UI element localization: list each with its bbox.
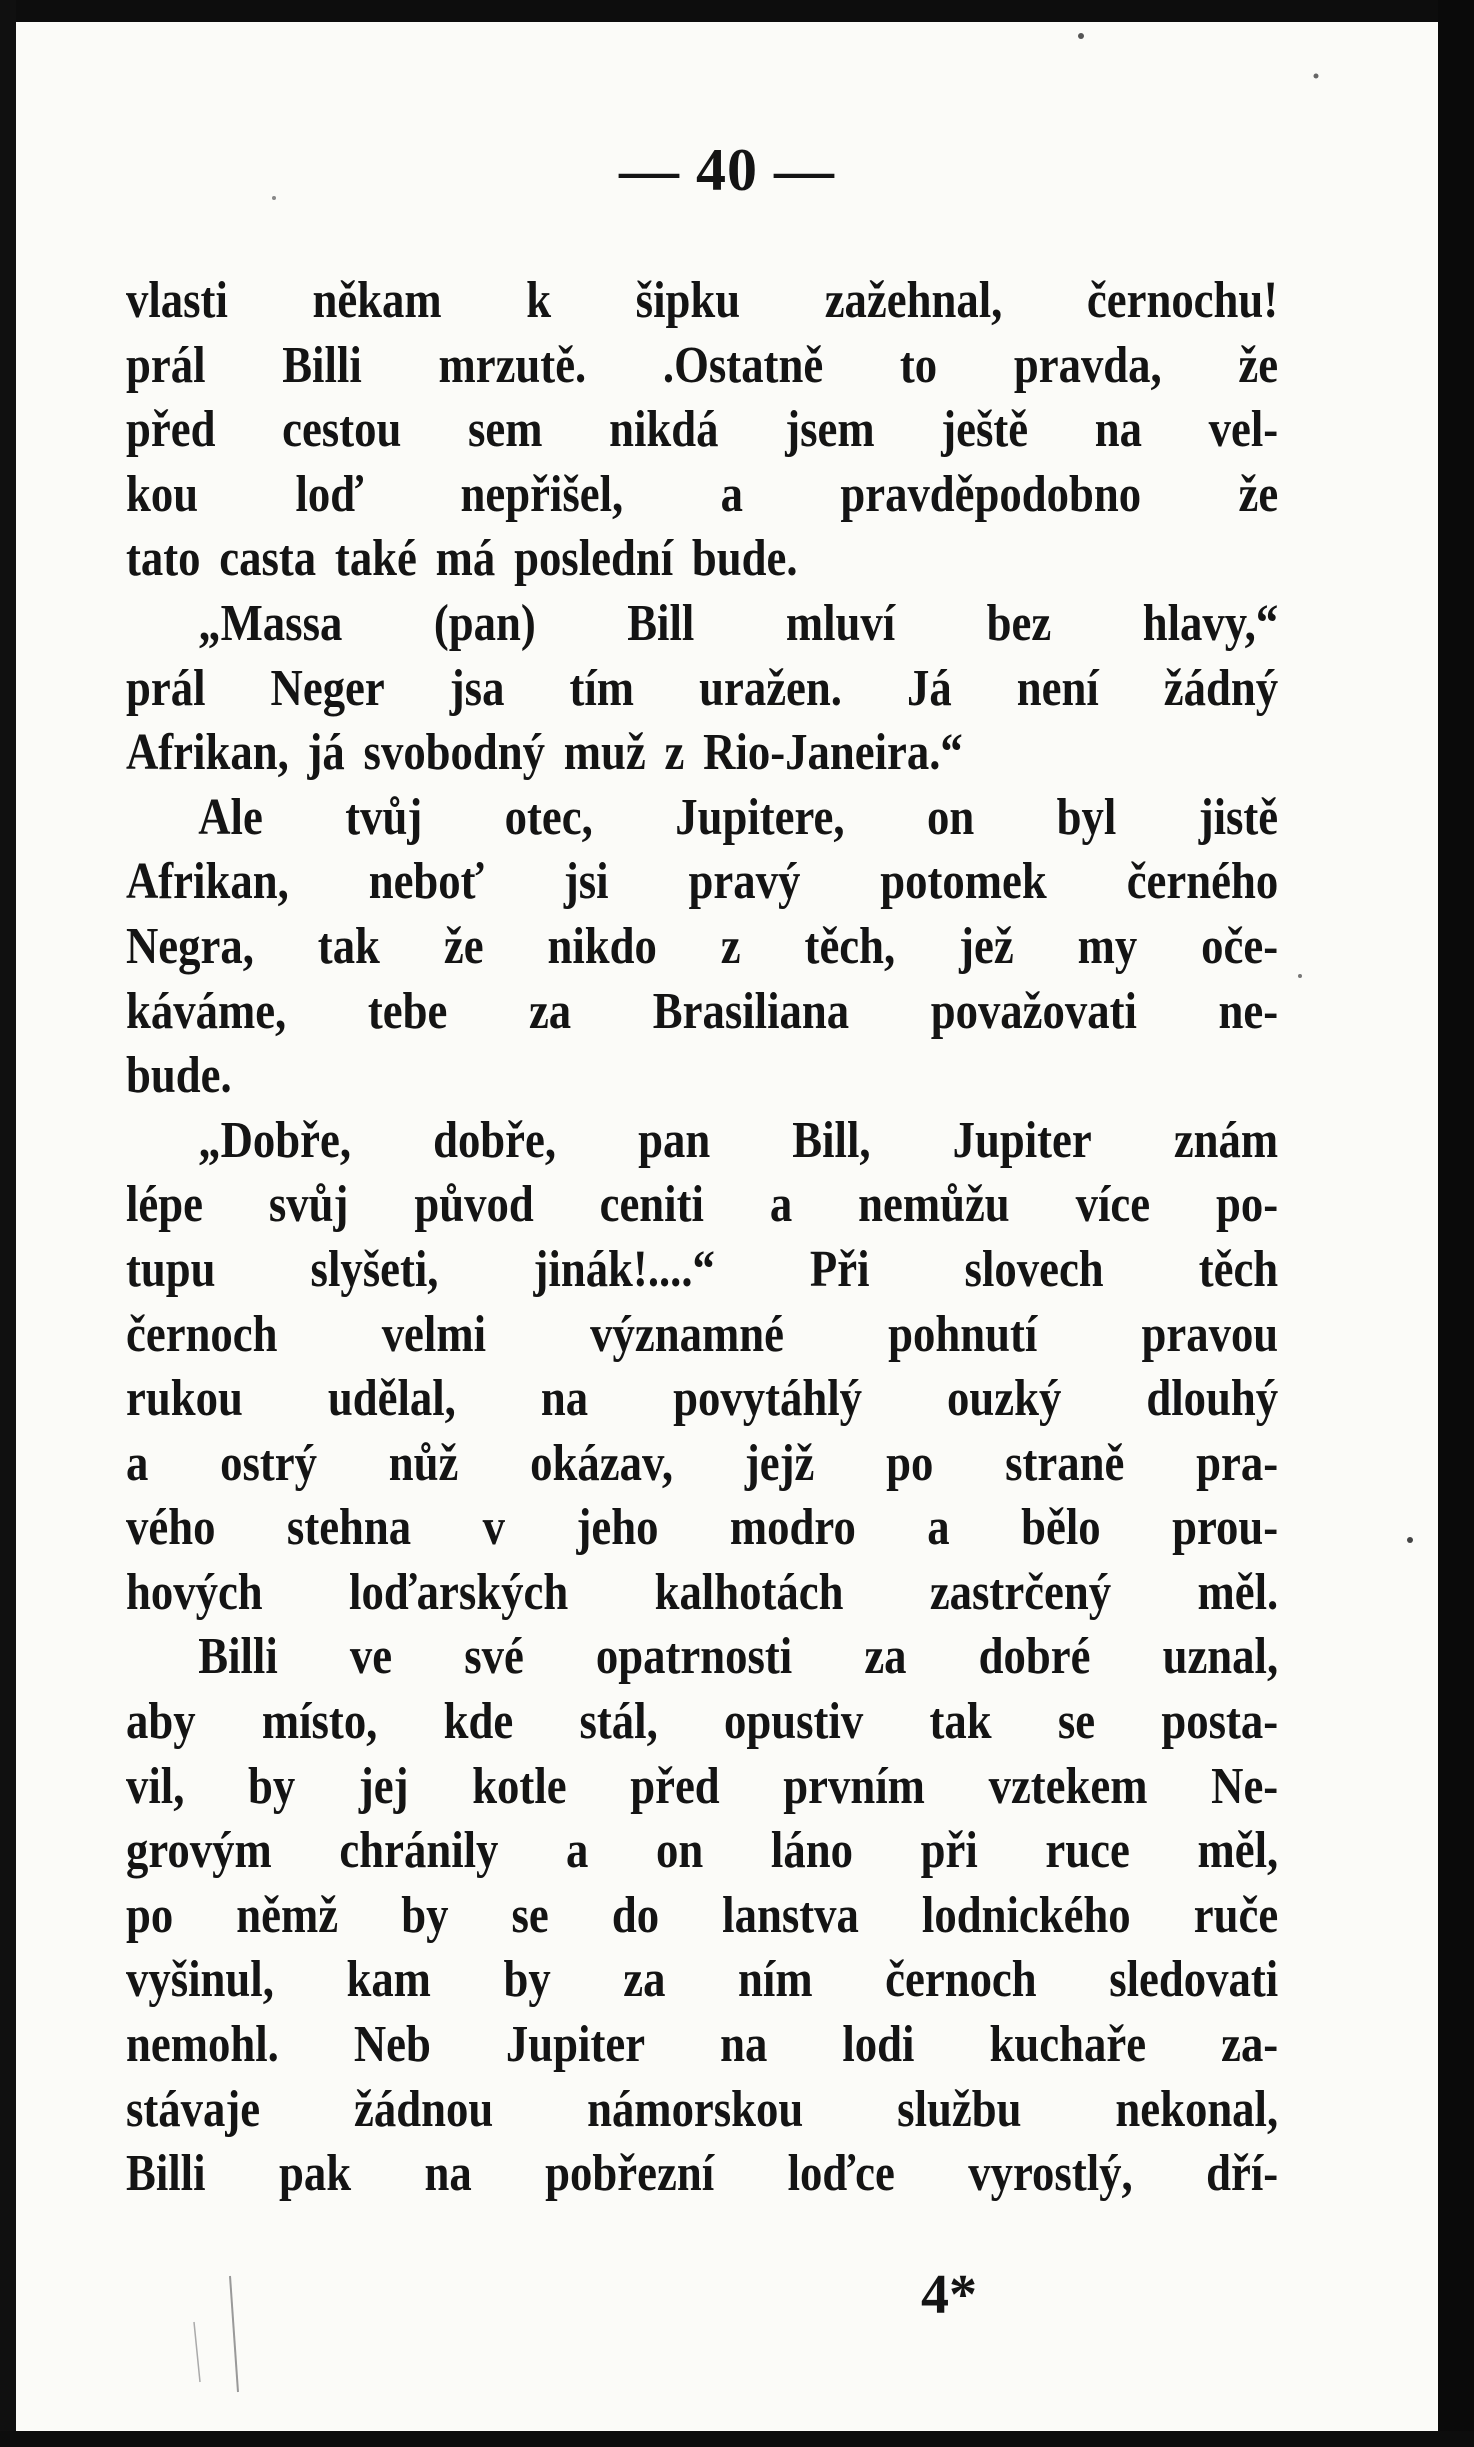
text-line: [126, 527, 1278, 592]
text-line: [126, 1625, 1278, 1690]
word: na: [424, 2145, 472, 2203]
text-line: [126, 1884, 1278, 1949]
word: kalhotách: [654, 1563, 844, 1621]
word: nemůžu: [858, 1176, 1010, 1234]
word: námorskou: [587, 2080, 804, 2138]
word: pak: [278, 2145, 352, 2203]
word: není: [1016, 659, 1099, 717]
word: já: [307, 724, 345, 782]
word: šipku: [635, 272, 741, 329]
word: měl,: [1197, 1822, 1279, 1880]
signature-mark: 4*: [921, 2264, 977, 2326]
word: jistě: [1198, 788, 1279, 846]
word: před: [126, 401, 216, 459]
word: významné: [590, 1305, 784, 1363]
word: „Dobře,: [198, 1111, 352, 1169]
paper-speck: [1078, 33, 1084, 39]
word: zažehnal,: [824, 272, 1003, 329]
word: Billi: [282, 336, 362, 394]
word: pobřezní: [545, 2145, 715, 2203]
word: místo,: [261, 1693, 378, 1751]
word: slovech: [964, 1240, 1104, 1298]
word: za: [528, 982, 572, 1040]
word: ve: [349, 1628, 393, 1686]
word: hlavy,“: [1142, 594, 1279, 652]
word: stávaje: [126, 2080, 261, 2138]
word: v: [482, 1499, 506, 1557]
word: pan: [638, 1111, 711, 1169]
text-line: [126, 1690, 1278, 1755]
word: žádný: [1163, 659, 1279, 717]
word: tak: [929, 1693, 992, 1751]
word: chránily: [339, 1822, 499, 1880]
word: vyrostlý,: [968, 2145, 1133, 2203]
word: grovým: [126, 1822, 272, 1880]
word: vlasti: [126, 272, 228, 329]
text-line: [126, 1819, 1278, 1884]
word: se: [511, 1886, 549, 1944]
word: stál,: [579, 1693, 658, 1751]
word: ceniti: [599, 1176, 704, 1234]
word: on: [656, 1822, 704, 1880]
text-line: [126, 1303, 1278, 1368]
word: ruce: [1045, 1822, 1130, 1880]
scan-border-top: [0, 0, 1474, 22]
word: aby: [126, 1693, 196, 1751]
word: bude.: [691, 530, 798, 588]
word: na: [1094, 401, 1143, 459]
word: Afrikan,: [126, 853, 289, 911]
word: prou-: [1172, 1499, 1279, 1557]
word: ještě: [941, 401, 1029, 459]
word: těch,: [804, 917, 896, 975]
word: jinák!....“: [533, 1240, 715, 1298]
text-line: [126, 334, 1278, 399]
word: a: [927, 1499, 950, 1557]
word: velmi: [381, 1305, 487, 1363]
word: „Massa: [198, 594, 343, 652]
word: někam: [312, 272, 442, 329]
word: stehna: [286, 1499, 412, 1557]
text-line: [126, 463, 1278, 528]
word: okázav,: [530, 1434, 674, 1492]
word: Jupitere,: [675, 788, 845, 846]
text-line: [126, 1238, 1278, 1303]
paper-speck: [1314, 74, 1319, 79]
word: Negra,: [126, 917, 254, 975]
word: prvním: [783, 1757, 925, 1815]
word: lépe: [126, 1176, 203, 1234]
word: Ne-: [1211, 1757, 1279, 1815]
word: Billi: [198, 1628, 278, 1686]
text-line: [126, 1496, 1278, 1561]
word: jsa: [449, 659, 505, 717]
word: má: [435, 530, 496, 588]
text-line: [126, 1044, 1278, 1109]
text-line: [126, 657, 1278, 722]
word: bez: [986, 594, 1052, 652]
word: z: [664, 724, 685, 782]
word: na: [540, 1370, 589, 1428]
word: potomek: [880, 853, 1047, 911]
word: Afrikan,: [126, 724, 289, 782]
word: pohnutí: [888, 1305, 1038, 1363]
word: oče-: [1201, 917, 1279, 975]
word: loď: [295, 465, 364, 523]
paper-scratch: [194, 2322, 200, 2382]
word: bělo: [1021, 1499, 1101, 1557]
word: Já: [906, 659, 952, 717]
word: Brasiliana: [652, 982, 850, 1040]
word: kam: [346, 1951, 431, 2009]
word: také: [334, 530, 417, 588]
word: tvůj: [345, 788, 423, 846]
word: a: [769, 1176, 793, 1234]
word: .Ostatně: [662, 336, 824, 394]
word: z: [720, 917, 741, 975]
word: tupu: [126, 1240, 216, 1298]
word: dlouhý: [1146, 1370, 1279, 1428]
word: více: [1075, 1176, 1151, 1234]
book-page: [16, 22, 1438, 2431]
word: to: [899, 336, 938, 394]
word: láno: [770, 1822, 853, 1880]
word: by: [503, 1951, 551, 2009]
text-line: [126, 398, 1278, 463]
word: by: [248, 1757, 296, 1815]
word: ne-: [1218, 982, 1279, 1040]
word: kotle: [472, 1757, 567, 1815]
word: černochu!: [1086, 272, 1279, 329]
word: straně: [1005, 1434, 1125, 1492]
word: do: [611, 1886, 660, 1944]
word: povytáhlý: [673, 1370, 863, 1428]
word: černoch: [126, 1305, 278, 1363]
word: němž: [236, 1886, 339, 1944]
word: mluví: [785, 594, 896, 652]
word: jež: [959, 917, 1014, 975]
word: poslední: [514, 530, 674, 588]
word: že: [1238, 336, 1279, 394]
word: kuchaře: [989, 2016, 1147, 2074]
text-line: [126, 2142, 1278, 2207]
word: tato: [126, 530, 201, 588]
word: pravděpodobno: [840, 465, 1142, 523]
word: před: [630, 1757, 720, 1815]
word: pra-: [1196, 1434, 1279, 1492]
word: prál: [126, 659, 206, 717]
word: pravda,: [1013, 336, 1162, 394]
word: a: [126, 1434, 149, 1492]
word: bude.: [126, 1047, 232, 1105]
word: původ: [414, 1176, 534, 1234]
word: byl: [1056, 788, 1117, 846]
paper-speck: [1298, 974, 1302, 978]
word: uznal,: [1162, 1628, 1279, 1686]
word: za-: [1221, 2016, 1279, 2074]
word: že: [1238, 465, 1279, 523]
word: pravý: [688, 853, 801, 911]
word: Jupiter: [505, 2016, 646, 2074]
word: Rio-Janeira.“: [703, 724, 963, 782]
word: káváme,: [126, 982, 287, 1040]
word: neboť: [368, 853, 484, 911]
word: rukou: [126, 1370, 243, 1428]
word: prál: [126, 336, 206, 394]
word: nepřišel,: [460, 465, 624, 523]
word: Billi: [126, 2145, 206, 2203]
word: my: [1077, 917, 1138, 975]
word: ruče: [1193, 1886, 1279, 1944]
word: službu: [897, 2080, 1022, 2138]
word: vel-: [1208, 401, 1279, 459]
word: mrzutě.: [438, 336, 587, 394]
text-line: [126, 786, 1278, 851]
word: casta: [219, 530, 317, 588]
word: znám: [1173, 1111, 1279, 1169]
word: ouzký: [947, 1370, 1062, 1428]
word: za: [623, 1951, 666, 2009]
word: Ale: [198, 788, 263, 846]
word: otec,: [504, 788, 593, 846]
word: udělal,: [327, 1370, 456, 1428]
text-line: [126, 980, 1278, 1045]
word: černoch: [885, 1951, 1037, 2009]
word: dobře,: [433, 1111, 557, 1169]
word: vého: [126, 1499, 216, 1557]
word: nekonal,: [1115, 2080, 1279, 2138]
text-line: [126, 592, 1278, 657]
word: Bill,: [792, 1111, 871, 1169]
word: při: [920, 1822, 978, 1880]
word: lodnického: [921, 1886, 1131, 1944]
word: k: [526, 272, 552, 329]
word: tím: [569, 659, 635, 717]
word: nůž: [388, 1434, 459, 1492]
word: slyšeti,: [310, 1240, 439, 1298]
word: nikdá: [609, 401, 719, 459]
text-line: [126, 1948, 1278, 2013]
text-line: [126, 1367, 1278, 1432]
word: černého: [1126, 853, 1279, 911]
word: považovati: [930, 982, 1137, 1040]
word: jeho: [576, 1499, 659, 1557]
paper-scratch: [230, 2276, 238, 2392]
word: vil,: [126, 1757, 185, 1815]
text-line: [126, 1561, 1278, 1626]
word: své: [464, 1628, 524, 1686]
text-line: [126, 1109, 1278, 1174]
word: ostrý: [220, 1434, 318, 1492]
word: kde: [443, 1693, 514, 1751]
text-line: [126, 850, 1278, 915]
text-line: [126, 721, 1278, 786]
word: vyšinul,: [126, 1951, 274, 2009]
word: sledovati: [1109, 1951, 1279, 2009]
word: opustiv: [724, 1693, 864, 1751]
page-number: — 40 —: [619, 137, 835, 203]
word: po: [886, 1434, 934, 1492]
word: po-: [1215, 1176, 1279, 1234]
scan-border-right: [1438, 0, 1474, 2447]
word: lanstva: [722, 1886, 859, 1944]
word: lodi: [842, 2016, 915, 2074]
scan-border-left: [0, 0, 16, 2447]
word: posta-: [1161, 1693, 1279, 1751]
word: se: [1057, 1693, 1096, 1751]
word: svobodný: [363, 724, 546, 782]
word: jsem: [785, 401, 875, 459]
word: na: [720, 2016, 768, 2074]
word: on: [926, 788, 975, 846]
text-line: [126, 2078, 1278, 2143]
word: Jupiter: [952, 1111, 1092, 1169]
word: po: [126, 1886, 174, 1944]
word: uražen.: [699, 659, 842, 717]
text-line: [126, 2013, 1278, 2078]
word: cestou: [282, 401, 402, 459]
word: jsi: [563, 853, 609, 911]
word: tak: [317, 917, 380, 975]
word: nemohl.: [126, 2016, 279, 2074]
word: Neger: [270, 659, 385, 717]
word: Neb: [353, 2016, 431, 2074]
scan-border-bottom: [0, 2431, 1474, 2447]
text-line: [126, 269, 1278, 334]
word: opatrnosti: [595, 1628, 793, 1686]
word: dobré: [978, 1628, 1091, 1686]
word: hových: [126, 1563, 263, 1621]
word: žádnou: [354, 2080, 494, 2138]
text-line: [126, 1432, 1278, 1497]
body-text: [126, 269, 1278, 2207]
word: že: [443, 917, 484, 975]
word: dří-: [1206, 2145, 1279, 2203]
paper-speck: [1407, 1537, 1413, 1543]
word: tebe: [367, 982, 448, 1040]
word: a: [720, 465, 743, 523]
text-line: [126, 915, 1278, 980]
word: nikdo: [547, 917, 657, 975]
word: za: [864, 1628, 907, 1686]
word: loďarských: [349, 1563, 569, 1621]
text-line: [126, 1755, 1278, 1820]
text-line: [126, 1173, 1278, 1238]
word: jejž: [744, 1434, 815, 1492]
word: modro: [729, 1499, 856, 1557]
word: těch: [1198, 1240, 1279, 1298]
word: muž: [563, 724, 646, 782]
word: a: [566, 1822, 589, 1880]
word: Bill: [627, 594, 695, 652]
word: by: [401, 1886, 449, 1944]
word: svůj: [268, 1176, 349, 1234]
word: pravou: [1141, 1305, 1279, 1363]
word: (pan): [433, 594, 536, 652]
word: sem: [467, 401, 543, 459]
word: kou: [126, 465, 199, 523]
word: loďce: [787, 2145, 895, 2203]
word: Při: [809, 1240, 870, 1298]
word: vztekem: [988, 1757, 1148, 1815]
word: měl.: [1197, 1563, 1279, 1621]
word: zastrčený: [929, 1563, 1112, 1621]
word: jej: [358, 1757, 409, 1815]
word: ním: [738, 1951, 813, 2009]
